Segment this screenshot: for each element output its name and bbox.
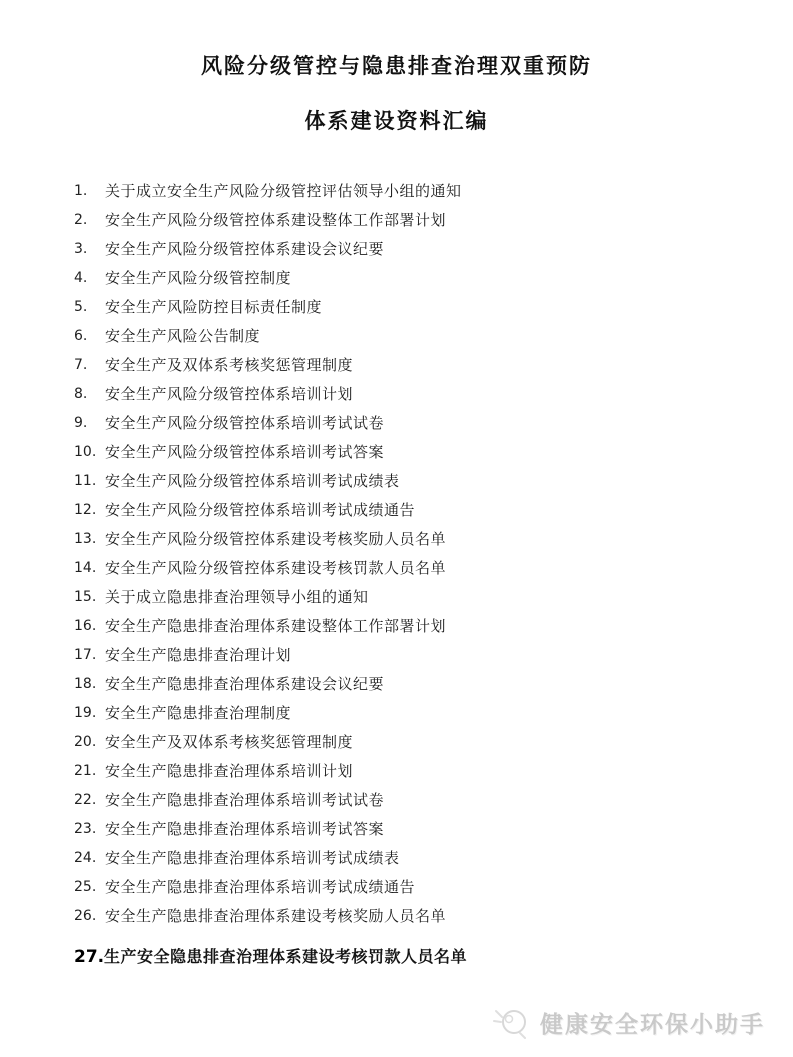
item-title: 安全生产风险分级管控体系建设考核奖励人员名单: [105, 530, 447, 548]
document-title: [0, 52, 793, 135]
list-item: [74, 297, 753, 326]
title-line-2: 体系建设资料汇编: [304, 109, 489, 133]
item-number: 17.: [74, 647, 97, 663]
list-item: [74, 384, 753, 413]
item-number: 7.: [74, 357, 88, 373]
item-number: 15.: [74, 589, 97, 605]
item-title: 安全生产隐患排查治理制度: [105, 704, 292, 722]
list-item: [74, 616, 753, 645]
item-title: 安全生产风险分级管控体系培训考试答案: [105, 443, 385, 461]
item-number: 27.: [74, 947, 105, 967]
list-item: [74, 326, 753, 355]
item-number: 23.: [74, 821, 97, 837]
list-item: [74, 355, 753, 384]
list-item: [74, 947, 753, 979]
item-number: 11.: [74, 473, 97, 489]
list-item: [74, 268, 753, 297]
item-number: 19.: [74, 705, 97, 721]
item-number: 10.: [74, 444, 97, 460]
list-item: [74, 703, 753, 732]
item-number: 1.: [74, 183, 88, 199]
list-item: [74, 732, 753, 761]
item-title: 安全生产风险分级管控制度: [105, 269, 292, 287]
item-title: 安全生产风险分级管控体系培训考试成绩通告: [105, 501, 416, 519]
logo-circle-icon: [492, 1001, 532, 1043]
list-item: [74, 906, 753, 935]
list-item: [74, 500, 753, 529]
item-title: 安全生产隐患排查治理体系培训计划: [105, 762, 354, 780]
list-item: [74, 239, 753, 268]
item-number: 26.: [74, 908, 97, 924]
toc-list: [0, 181, 793, 979]
item-title: 安全生产风险分级管控体系培训计划: [105, 385, 354, 403]
item-number: 4.: [74, 270, 88, 286]
item-title: 安全生产风险分级管控体系建设会议纪要: [105, 240, 385, 258]
item-title: 安全生产风险分级管控体系建设考核罚款人员名单: [105, 559, 447, 577]
item-title: 安全生产风险分级管控体系培训考试试卷: [105, 414, 385, 432]
list-item: [74, 413, 753, 442]
item-title: 安全生产隐患排查治理体系建设会议纪要: [105, 675, 385, 693]
watermark-text: 健康安全环保小助手: [540, 1011, 765, 1038]
list-item: [74, 529, 753, 558]
title-line-1: 风险分级管控与隐患排查治理双重预防: [201, 54, 592, 78]
item-title: 安全生产及双体系考核奖惩管理制度: [105, 356, 354, 374]
item-title: 安全生产风险分级管控体系建设整体工作部署计划: [105, 211, 447, 229]
item-title: 安全生产风险分级管控体系培训考试成绩表: [105, 472, 400, 490]
item-title: 生产安全隐患排查治理体系建设考核罚款人员名单: [104, 947, 468, 966]
item-title: 安全生产隐患排查治理体系建设考核奖励人员名单: [105, 907, 447, 925]
list-item: [74, 819, 753, 848]
list-item: [74, 210, 753, 239]
watermark: [492, 1001, 765, 1043]
item-title: 安全生产隐患排查治理计划: [105, 646, 292, 664]
item-title: 安全生产及双体系考核奖惩管理制度: [105, 733, 354, 751]
item-number: 12.: [74, 502, 97, 518]
item-title: 安全生产隐患排查治理体系建设整体工作部署计划: [105, 617, 447, 635]
list-item: [74, 442, 753, 471]
item-number: 6.: [74, 328, 88, 344]
item-title: 关于成立隐患排查治理领导小组的通知: [105, 588, 369, 606]
item-number: 24.: [74, 850, 97, 866]
item-number: 21.: [74, 763, 97, 779]
item-title: 安全生产风险公告制度: [105, 327, 261, 345]
list-item: [74, 471, 753, 500]
list-item: [74, 761, 753, 790]
item-number: 18.: [74, 676, 97, 692]
list-item: [74, 181, 753, 210]
item-number: 25.: [74, 879, 97, 895]
item-number: 16.: [74, 618, 97, 634]
item-title: 关于成立安全生产风险分级管控评估领导小组的通知: [105, 182, 462, 200]
item-number: 13.: [74, 531, 97, 547]
item-number: 3.: [74, 241, 88, 257]
item-number: 9.: [74, 415, 88, 431]
list-item: [74, 790, 753, 819]
item-number: 5.: [74, 299, 88, 315]
list-item: [74, 848, 753, 877]
item-number: 14.: [74, 560, 97, 576]
item-number: 20.: [74, 734, 97, 750]
list-item: [74, 877, 753, 906]
list-item: [74, 587, 753, 616]
item-title: 安全生产隐患排查治理体系培训考试试卷: [105, 791, 385, 809]
item-title: 安全生产隐患排查治理体系培训考试成绩表: [105, 849, 400, 867]
list-item: [74, 558, 753, 587]
item-title: 安全生产隐患排查治理体系培训考试成绩通告: [105, 878, 416, 896]
item-number: 2.: [74, 212, 88, 228]
list-item: [74, 674, 753, 703]
list-item: [74, 645, 753, 674]
item-number: 22.: [74, 792, 97, 808]
item-number: 8.: [74, 386, 88, 402]
item-title: 安全生产风险防控目标责任制度: [105, 298, 323, 316]
item-title: 安全生产隐患排查治理体系培训考试答案: [105, 820, 385, 838]
